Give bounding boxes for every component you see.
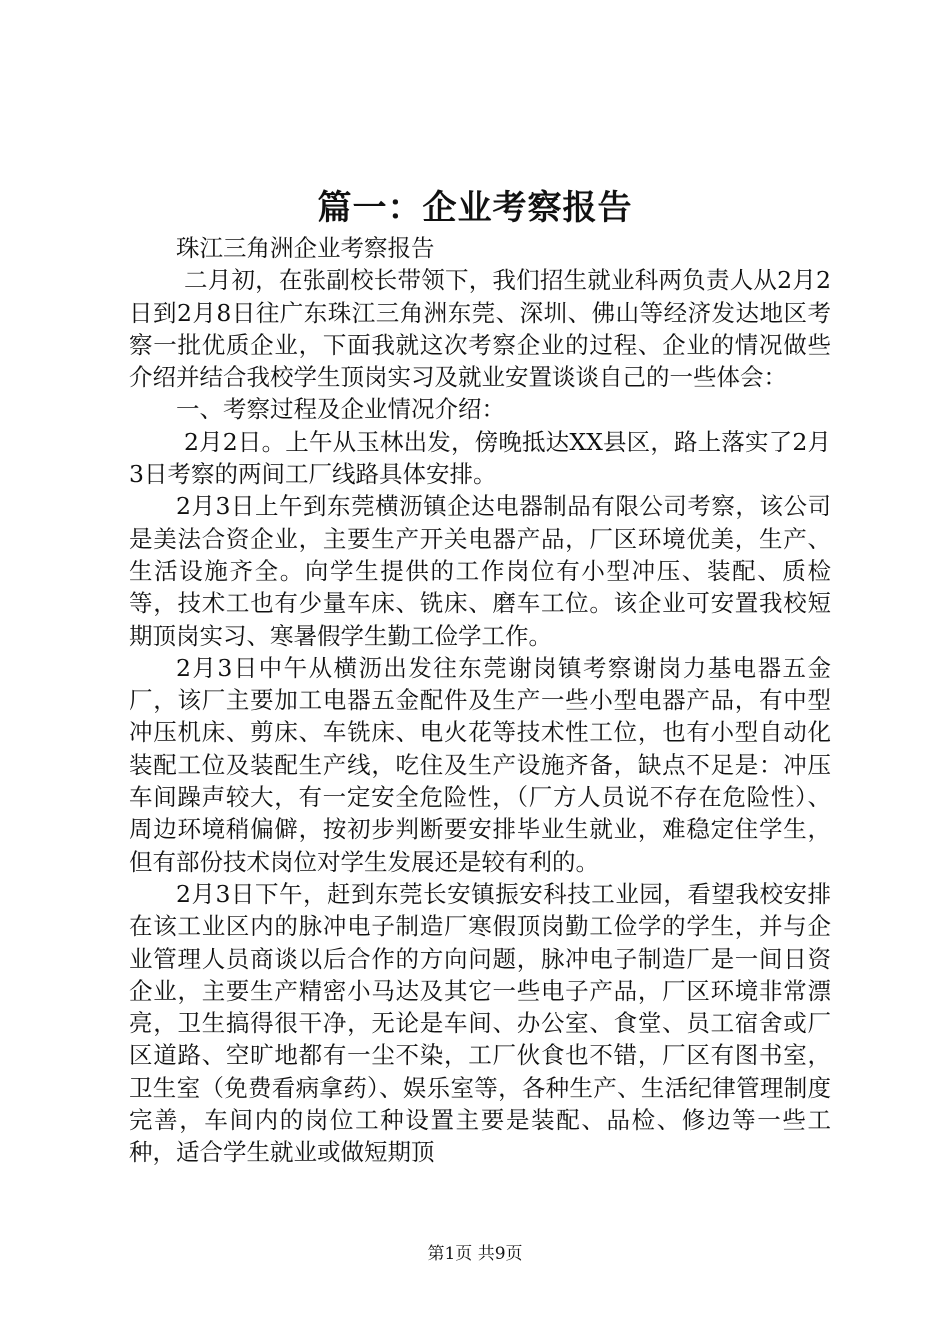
document-title: 篇一：企业考察报告	[317, 188, 633, 228]
paragraph-feb-2: 2月2日。上午从玉林出发，傍晚抵达XX县区，路上落实了2月3日考察的两间工厂线路具体安排。	[129, 427, 831, 489]
paragraph-feb-3-noon: 2月3日中午从横沥出发往东莞谢岗镇考察谢岗力基电器五金厂，该厂主要加工电器五金配件及生产一些小型电器产品，有中型冲压机床、剪床、车铣床、电火花等技术性工位，也有小型自动化装配工位及装配生产线，吃住及生产设施齐备，缺点不足是：冲压车间躁声较大，有一定安全危险性，（厂方人员说不存在危险性）、周边环境稍偏僻，按初步判断要安排毕业生就业，难稳定住学生，但有部份技术岗位对学生发展还是较有利的。	[129, 653, 831, 876]
paragraph-feb-3-afternoon: 2月3日下午，赶到东莞长安镇振安科技工业园，看望我校安排在该工业区内的脉冲电子制造厂寒假顶岗勤工俭学的学生，并与企业管理人员商谈以后合作的方向问题，脉冲电子制造厂是一间日资企业，主要生产精密小马达及其它一些电子产品，厂区环境非常漂亮，卫生搞得很干净，无论是车间、办公室、食堂、员工宿舍或厂区道路、空旷地都有一尘不染，工厂伙食也不错，厂区有图书室，卫生室（免费看病拿药）、娱乐室等，各种生产、生活纪律管理制度完善，车间内的岗位工种设置主要是装配、品检、修边等一些工种，适合学生就业或做短期顶	[129, 879, 831, 1167]
document-body	[129, 232, 831, 1169]
paragraph-section-heading: 一、考察过程及企业情况介绍：	[176, 395, 505, 424]
page-number-footer: 第1页 共9页	[427, 1244, 523, 1264]
paragraph-feb-3-morning: 2月3日上午到东莞横沥镇企达电器制品有限公司考察，该公司是美法合资企业，主要生产开关电器产品，厂区环境优美，生产、生活设施齐全。向学生提供的工作岗位有小型冲压、装配、质检等，技术工也有少量车床、铣床、磨车工位。该企业可安置我校短期顶岗实习、寒暑假学生勤工俭学工作。	[129, 492, 831, 650]
paragraph-report-subtitle: 珠江三角洲企业考察报告	[176, 234, 435, 262]
paragraph-intro: 二月初，在张副校长带领下，我们招生就业科两负责人从2月2日到2月8日往广东珠江三角洲东莞、深圳、佛山等经济发达地区考察一批优质企业，下面我就这次考察企业的过程、企业的情况做些介绍并结合我校学生顶岗实习及就业安置谈谈自己的一些体会：	[129, 266, 831, 392]
